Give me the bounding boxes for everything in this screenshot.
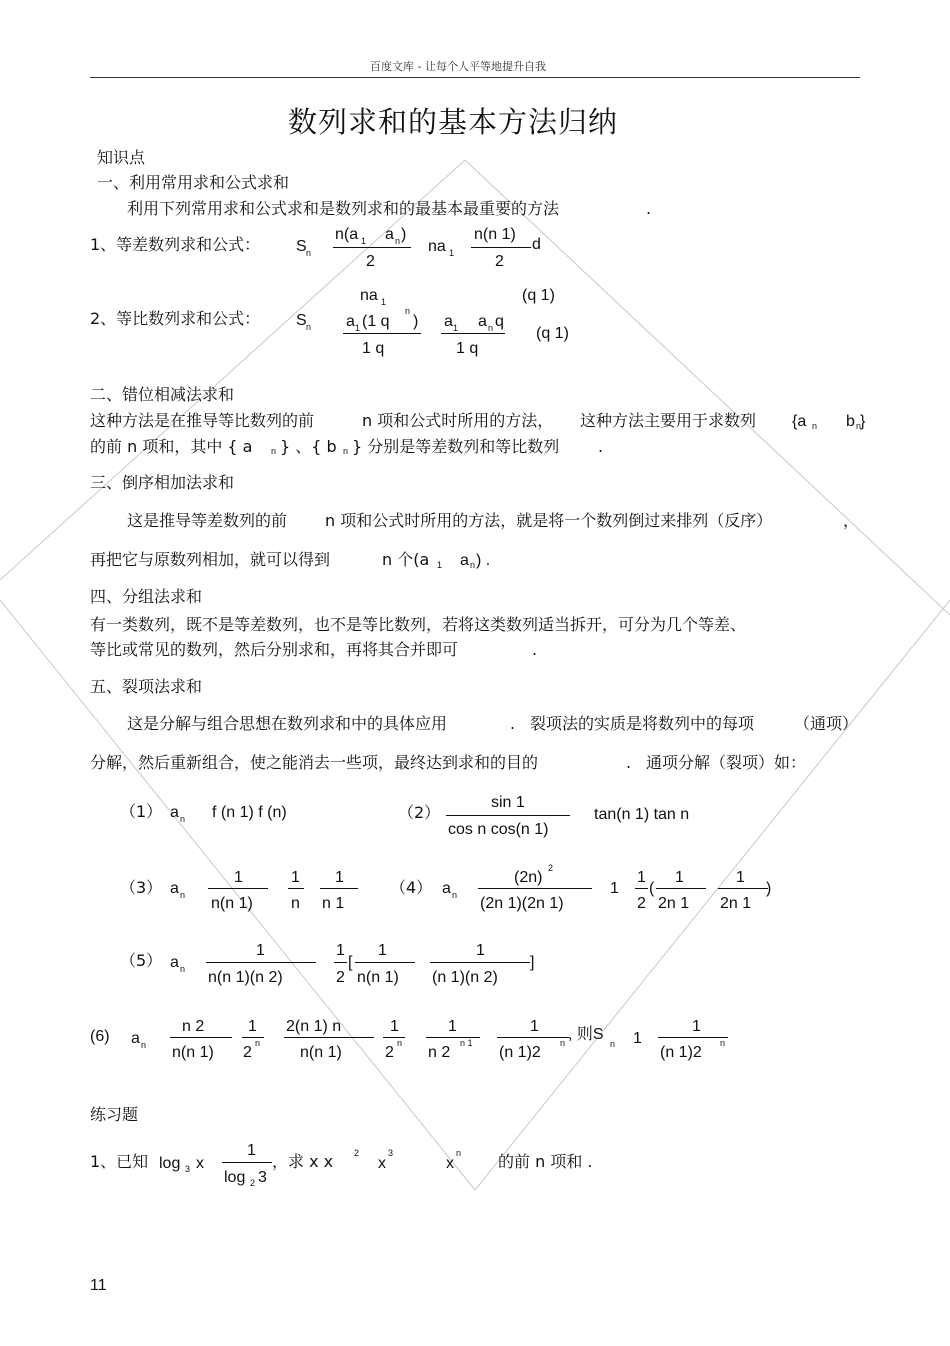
section3-p2: 再把它与原数列相加，就可以得到 xyxy=(90,550,331,569)
item4-d2: 2n 1 xyxy=(720,895,752,912)
section2-p2d: . xyxy=(598,437,604,456)
item6-n2a: 2(n 1) n xyxy=(286,1018,342,1035)
item4-num: (2n) xyxy=(514,869,543,886)
section2-heading: 二、错位相减法求和 xyxy=(90,385,235,404)
item5-bar3 xyxy=(430,962,530,963)
item3-label: （3） xyxy=(120,878,163,897)
section2-p1e: b xyxy=(846,413,855,430)
knowledge-heading: 知识点 xyxy=(97,148,146,167)
section3-p1c: ， xyxy=(843,511,860,530)
formula2-bar2 xyxy=(441,333,505,334)
formula2-num2c: q xyxy=(495,313,504,330)
item4-close: ) xyxy=(766,880,772,897)
item6-d2a: n(n 1) xyxy=(300,1044,342,1061)
header-text: 百度文库 - 让每个人平等地提升自我 xyxy=(370,60,546,73)
formula1-mid-sub: 1 xyxy=(449,248,455,258)
section2-p1d: {a xyxy=(792,413,807,430)
section3-p2c: a xyxy=(460,552,469,569)
item1-rhs: f (n 1) f (n) xyxy=(212,804,287,821)
item6-bar1b xyxy=(242,1037,264,1038)
item6-n5: 1 xyxy=(692,1018,701,1035)
item5-close: ] xyxy=(530,954,535,971)
item5-n3: 1 xyxy=(476,942,485,959)
item5-d2: n(n 1) xyxy=(357,969,399,986)
exercise-q1-cu: 3 xyxy=(388,1148,394,1158)
exercise-q1-log: log xyxy=(159,1155,181,1172)
item4-num-exp: 2 xyxy=(548,863,554,873)
item3-bar2 xyxy=(288,888,304,889)
formula1-tail: d xyxy=(532,236,541,253)
formula2-num1-exp: n xyxy=(405,306,411,316)
item4-a-sub: n xyxy=(452,890,458,900)
item6-d3: n 2 xyxy=(428,1044,451,1061)
formula1-mid: na xyxy=(428,238,446,255)
item1-label: （1） xyxy=(120,802,163,821)
formula2-num1c: ) xyxy=(413,313,419,330)
item4-bar2 xyxy=(718,888,768,889)
section2-p1: 这种方法是在推导等比数列的前 xyxy=(90,411,315,430)
section3-heading: 三、倒序相加法求和 xyxy=(90,473,235,492)
exercise-q1-ask: ，求 x x xyxy=(272,1152,334,1171)
item3-a-sub: n xyxy=(180,890,186,900)
item5-d1: n(n 1)(n 2) xyxy=(208,969,283,986)
exercise-heading: 练习题 xyxy=(90,1105,139,1124)
item2-bar xyxy=(446,815,570,816)
item4-d1: 2n 1 xyxy=(658,895,690,912)
item6-n2b: 1 xyxy=(390,1018,399,1035)
formula1-S: S xyxy=(296,238,307,255)
exercise-q1-den-arg: 3 xyxy=(258,1169,267,1186)
item2-label: （2） xyxy=(398,803,441,822)
section5-p1b: . xyxy=(510,714,516,733)
formula2-num2b-sub: n xyxy=(488,323,494,333)
section5-heading: 五、裂项法求和 xyxy=(90,677,203,696)
section1-intro-dot: . xyxy=(646,199,652,218)
formula2-num2: a xyxy=(444,313,453,330)
formula1-den1: 2 xyxy=(366,253,375,270)
formula2-num1: a xyxy=(346,313,355,330)
item2-num: sin 1 xyxy=(491,794,525,811)
item4-bar1 xyxy=(656,888,706,889)
exercise-q1-x: x xyxy=(196,1155,204,1172)
section4-heading: 四、分组法求和 xyxy=(90,587,203,606)
item6-d5: (n 1)2 xyxy=(660,1044,702,1061)
section2-p2b-sub: n xyxy=(343,446,349,456)
item4-half-bar xyxy=(635,888,648,889)
section1-intro: 利用下列常用求和公式求和是数列求和的最基本最重要的方法 xyxy=(127,199,560,218)
page-title: 数列求和的基本方法归纳 xyxy=(288,105,619,139)
item6-n1a: n 2 xyxy=(182,1018,205,1035)
exercise-q1-bar xyxy=(222,1162,272,1163)
section2-p2b: } 、{ b xyxy=(280,437,337,456)
item6-bar2a xyxy=(284,1037,374,1038)
item1-a-sub: n xyxy=(180,814,186,824)
formula2-num1b: (1 q xyxy=(362,313,390,330)
section5-p1d: （通项） xyxy=(794,714,859,733)
item6-n1b: 1 xyxy=(248,1018,257,1035)
item5-a-sub: n xyxy=(180,964,186,974)
exercise-q1-xn: x xyxy=(446,1155,454,1172)
formula2-S-sub: n xyxy=(306,322,312,332)
item4-n2: 1 xyxy=(736,869,745,886)
exercise-q1-tail: 的前 n 项和 . xyxy=(498,1152,593,1171)
section3-p1: 这是推导等差数列的前 xyxy=(127,511,288,530)
exercise-q1-x3: x xyxy=(378,1155,386,1172)
section3-p2b: n 个(a xyxy=(382,550,430,569)
item6-d2b: 2 xyxy=(385,1044,394,1061)
formula2-num2b: a xyxy=(478,313,487,330)
item6-then-sub: n xyxy=(610,1039,616,1049)
formula1-label: 1、等差数列求和公式： xyxy=(90,235,261,254)
item5-label: （5） xyxy=(120,951,163,970)
item2-rhs: tan(n 1) tan n xyxy=(594,806,690,823)
section5-p1: 这是分解与组合思想在数列求和中的具体应用 xyxy=(127,714,448,733)
item2-den: cos n cos(n 1) xyxy=(448,821,549,838)
formula2-cond2: (q 1) xyxy=(536,325,569,342)
item5-a: a xyxy=(170,954,179,971)
section4-p2: 等比或常见的数列，然后分别求和，再将其合并即可 xyxy=(90,640,459,659)
item6-d2b-exp: n xyxy=(397,1038,403,1048)
item6-d4: (n 1)2 xyxy=(499,1044,541,1061)
section2-p2-sub: n xyxy=(271,446,277,456)
section2-p2c: } 分别是等差数列和等比数列 xyxy=(352,437,560,456)
section3-p2b-sub: 1 xyxy=(437,560,443,570)
item3-n3: 1 xyxy=(335,869,344,886)
item5-d3: (n 1)(n 2) xyxy=(432,969,498,986)
item6-then: , 则S xyxy=(568,1026,604,1043)
item6-bar1a xyxy=(170,1037,232,1038)
formula1-den2: 2 xyxy=(495,253,504,270)
formula1-num2: n(n 1) xyxy=(474,226,516,243)
item5-bar2 xyxy=(355,962,415,963)
formula1-bar2 xyxy=(471,247,531,248)
formula1-num1-sub1: 1 xyxy=(361,236,367,246)
item3-d2: n xyxy=(291,895,300,912)
item3-n1: 1 xyxy=(234,869,243,886)
section5-p2c: 通项分解（裂项）如： xyxy=(646,753,807,772)
item6-d3-exp: n 1 xyxy=(460,1038,473,1048)
section4-p2b: . xyxy=(532,640,538,659)
section2-p1d-sub: n xyxy=(812,421,818,431)
item3-d1: n(n 1) xyxy=(211,895,253,912)
item5-half-bar xyxy=(334,962,347,963)
formula2-num1-sub: 1 xyxy=(355,323,361,333)
item6-d1a: n(n 1) xyxy=(172,1044,214,1061)
header-rule xyxy=(90,77,860,78)
section3-p2c-sub: n xyxy=(470,560,476,570)
item3-d3: n 1 xyxy=(322,895,345,912)
item4-label: （4） xyxy=(390,878,433,897)
formula1-S-sub: n xyxy=(306,248,312,258)
formula1-num1b-sub: n xyxy=(395,236,401,246)
item3-a: a xyxy=(170,880,179,897)
item4-half-den: 2 xyxy=(637,895,646,912)
exercise-q1-den: log xyxy=(224,1169,246,1186)
section2-p1c: 这种方法主要用于求数列 xyxy=(580,411,757,430)
item4-half-num: 1 xyxy=(637,869,646,886)
exercise-q1-num: 1 xyxy=(247,1142,256,1159)
item6-bar4 xyxy=(497,1037,569,1038)
item5-half-den: 2 xyxy=(336,969,345,986)
section4-p1: 有一类数列，既不是等差数列，也不是等比数列，若将这类数列适当拆开，可分为几个等差、 xyxy=(90,615,747,634)
formula1-num1c: ) xyxy=(401,226,407,243)
item6-label: (6) xyxy=(90,1028,110,1045)
item6-bar5 xyxy=(658,1037,728,1038)
exercise-q1-start: 1、已知 xyxy=(90,1152,149,1171)
section3-p1b: n 项和公式时所用的方法，就是将一个数列倒过来排列（反序） xyxy=(325,511,773,530)
section2-p1b: n 项和公式时所用的方法， xyxy=(362,411,554,430)
item6-one: 1 xyxy=(633,1030,642,1047)
section1-heading: 一、利用常用求和公式求和 xyxy=(97,173,290,192)
item6-n4: 1 xyxy=(530,1018,539,1035)
formula1-bar1 xyxy=(333,247,411,248)
item6-n3: 1 xyxy=(448,1018,457,1035)
formula2-case1-sub: 1 xyxy=(381,297,387,307)
item5-open: [ xyxy=(348,954,353,971)
section2-p2: 的前 n 项和，其中 { a xyxy=(90,437,253,456)
formula2-S: S xyxy=(296,312,307,329)
item4-bar xyxy=(478,888,592,889)
section3-p2d: ) . xyxy=(476,552,491,569)
section5-p2: 分解，然后重新组合，使之能消去一些项，最终达到求和的目的 xyxy=(90,753,539,772)
item1-a: a xyxy=(170,804,179,821)
item4-n1: 1 xyxy=(675,869,684,886)
item6-d5-exp: n xyxy=(720,1038,726,1048)
page-number: 11 xyxy=(90,1277,107,1294)
item5-bar1 xyxy=(206,962,316,963)
formula1-num1: n(a xyxy=(335,226,359,243)
item4-open: ( xyxy=(649,880,655,897)
formula2-cond1: (q 1) xyxy=(522,287,555,304)
formula2-case1: na xyxy=(360,287,378,304)
item6-a-sub: n xyxy=(141,1040,147,1050)
formula1-num1b: a xyxy=(385,226,394,243)
formula2-bar1 xyxy=(343,333,421,334)
item3-bar1 xyxy=(208,888,268,889)
item5-half-num: 1 xyxy=(336,942,345,959)
exercise-q1-xn-exp: n xyxy=(456,1148,462,1158)
formula2-den1: 1 q xyxy=(362,340,385,357)
exercise-q1-den-base: 2 xyxy=(250,1178,256,1188)
item3-n2: 1 xyxy=(291,869,300,886)
item4-den: (2n 1)(2n 1) xyxy=(480,895,564,912)
section5-p1c: 裂项法的实质是将数列中的每项 xyxy=(530,714,755,733)
section2-p1f: } xyxy=(860,413,866,430)
item3-bar3 xyxy=(320,888,358,889)
formula2-den2: 1 q xyxy=(456,340,479,357)
item5-n1: 1 xyxy=(256,942,265,959)
item5-n2: 1 xyxy=(378,942,387,959)
item4-a: a xyxy=(442,880,451,897)
item6-d4-exp: n xyxy=(560,1038,566,1048)
item6-d1b-exp: n xyxy=(255,1038,261,1048)
item4-one: 1 xyxy=(610,880,619,897)
item6-d1b: 2 xyxy=(243,1044,252,1061)
formula2-label: 2、等比数列求和公式： xyxy=(90,309,261,328)
exercise-q1-log-base: 3 xyxy=(185,1164,191,1174)
section5-p2b: . xyxy=(626,753,632,772)
formula2-num2-sub: 1 xyxy=(453,323,459,333)
item6-a: a xyxy=(131,1030,140,1047)
section2-p1e-sub: n xyxy=(856,421,862,431)
exercise-q1-sq: 2 xyxy=(354,1148,360,1158)
